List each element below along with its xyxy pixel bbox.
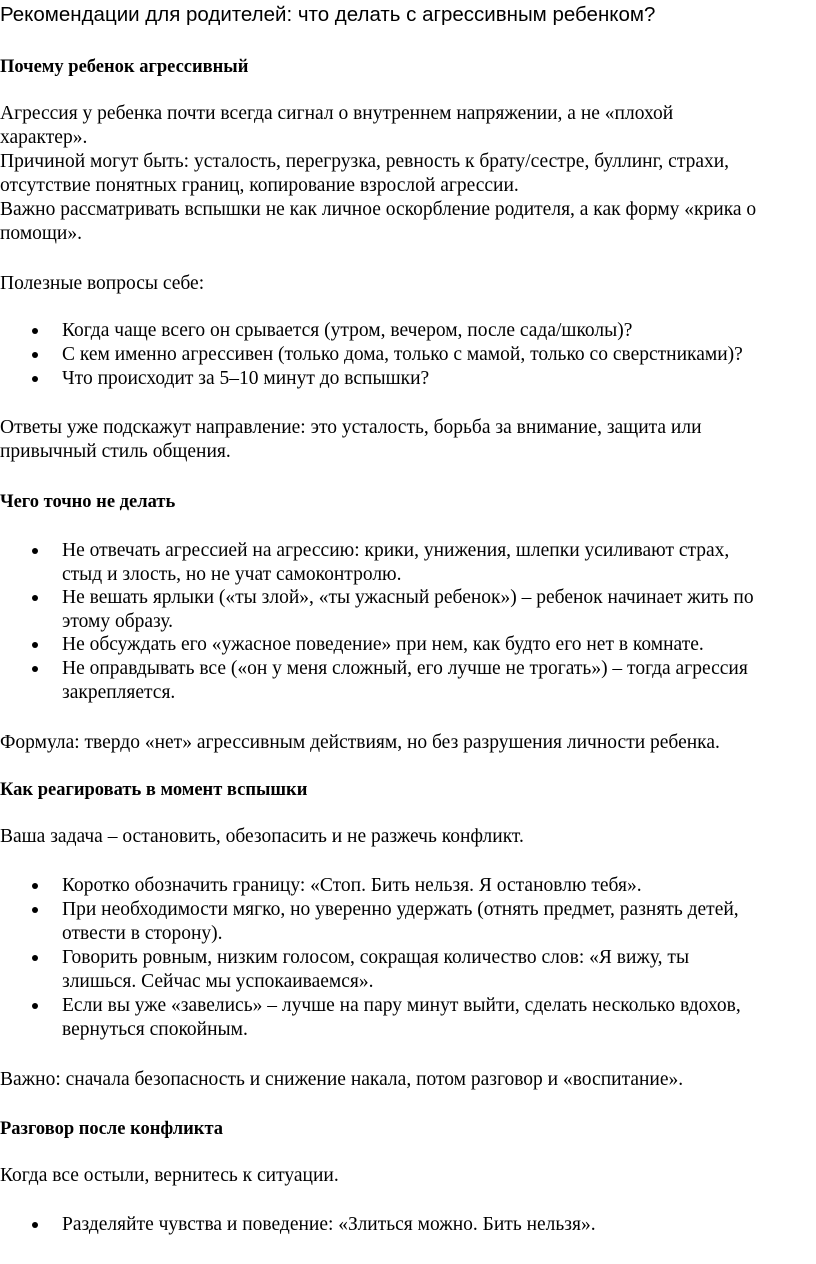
list-item-text: Не вешать ярлыки («ты злой», «ты ужасный ребенок») – ребенок начинает жить по — [62, 587, 754, 608]
paragraph-answers — [0, 416, 816, 464]
list-item-text: Если вы уже «завелись» – лучше на пару минут выйти, сделать несколько вдохов, — [62, 995, 741, 1016]
page-title: Рекомендации для родителей: что делать с агрессивным ребенком? — [0, 3, 656, 26]
paragraph-aggression-signal — [0, 102, 816, 246]
bullet-icon — [30, 343, 42, 367]
list-item-text: Когда чаще всего он срывается (утром, вечером, после сада/школы)? — [62, 320, 633, 341]
bullet-icon — [30, 657, 42, 681]
bullet-icon — [30, 539, 42, 563]
list-item-text: Говорить ровным, низким голосом, сокращая количество слов: «Я вижу, ты — [62, 947, 690, 968]
paragraph-task: Ваша задача – остановить, обезопасить и не разжечь конфликт. — [0, 826, 524, 847]
bullet-icon — [30, 367, 42, 391]
text-line: характер». — [0, 127, 88, 148]
section-heading-why: Почему ребенок агрессивный — [0, 57, 249, 77]
bullet-icon — [30, 874, 42, 898]
bullet-icon — [30, 946, 42, 970]
bullet-icon — [30, 319, 42, 343]
list-item-text: отвести в сторону). — [62, 923, 223, 944]
bullet-icon — [30, 898, 42, 922]
list-item-text: Что происходит за 5–10 минут до вспышки? — [62, 368, 430, 389]
text-line: Важно рассматривать вспышки не как личное оскорбление родителя, а как форму «крика о — [0, 199, 757, 220]
list-item-text: Разделяйте чувства и поведение: «Злиться можно. Бить нельзя». — [62, 1214, 596, 1235]
text-line: Ответы уже подскажут направление: это усталость, борьба за внимание, защита или — [0, 417, 702, 438]
text-line: помощи». — [0, 223, 82, 244]
bullet-icon — [30, 1213, 42, 1237]
list-item-text: вернуться спокойным. — [62, 1019, 248, 1040]
bullet-icon — [30, 994, 42, 1018]
paragraph-important: Важно: сначала безопасность и снижение накала, потом разговор и «воспитание». — [0, 1069, 684, 1090]
list-item-text: С кем именно агрессивен (только дома, только с мамой, только со сверстниками)? — [62, 344, 743, 365]
paragraph-formula: Формула: твердо «нет» агрессивным действиям, но без разрушения личности ребенка. — [0, 732, 720, 753]
list-item-text: стыд и злость, но не учат самоконтролю. — [62, 564, 402, 585]
list-item-text: Не оправдывать все («он у меня сложный, его лучше не трогать») – тогда агрессия — [62, 658, 748, 679]
bullet-icon — [30, 633, 42, 657]
section-heading-react: Как реагировать в момент вспышки — [0, 780, 308, 800]
paragraph-after: Когда все остыли, вернитесь к ситуации. — [0, 1165, 339, 1186]
section-heading-talk: Разговор после конфликта — [0, 1119, 224, 1139]
list-item-text: При необходимости мягко, но уверенно удержать (отнять предмет, разнять детей, — [62, 899, 739, 920]
list-item-text: закрепляется. — [62, 682, 176, 703]
text-line: отсутствие понятных границ, копирование взрослой агрессии. — [0, 175, 519, 196]
list-item-text: Не отвечать агрессией на агрессию: крики, унижения, шлепки усиливают страх, — [62, 540, 730, 561]
list-item-text: этому образу. — [62, 611, 174, 632]
section-heading-dont: Чего точно не делать — [0, 492, 176, 512]
text-line: Причиной могут быть: усталость, перегрузка, ревность к брату/сестре, буллинг, страхи, — [0, 151, 730, 172]
questions-intro: Полезные вопросы себе: — [0, 273, 205, 294]
list-item-text: Коротко обозначить границу: «Стоп. Бить нельзя. Я остановлю тебя». — [62, 875, 642, 896]
text-line: привычный стиль общения. — [0, 441, 231, 462]
text-line: Агрессия у ребенка почти всегда сигнал о внутреннем напряжении, а не «плохой — [0, 103, 674, 124]
bullet-icon — [30, 586, 42, 610]
list-item-text: злишься. Сейчас мы успокаиваемся». — [62, 971, 374, 992]
list-item-text: Не обсуждать его «ужасное поведение» при нем, как будто его нет в комнате. — [62, 634, 704, 655]
